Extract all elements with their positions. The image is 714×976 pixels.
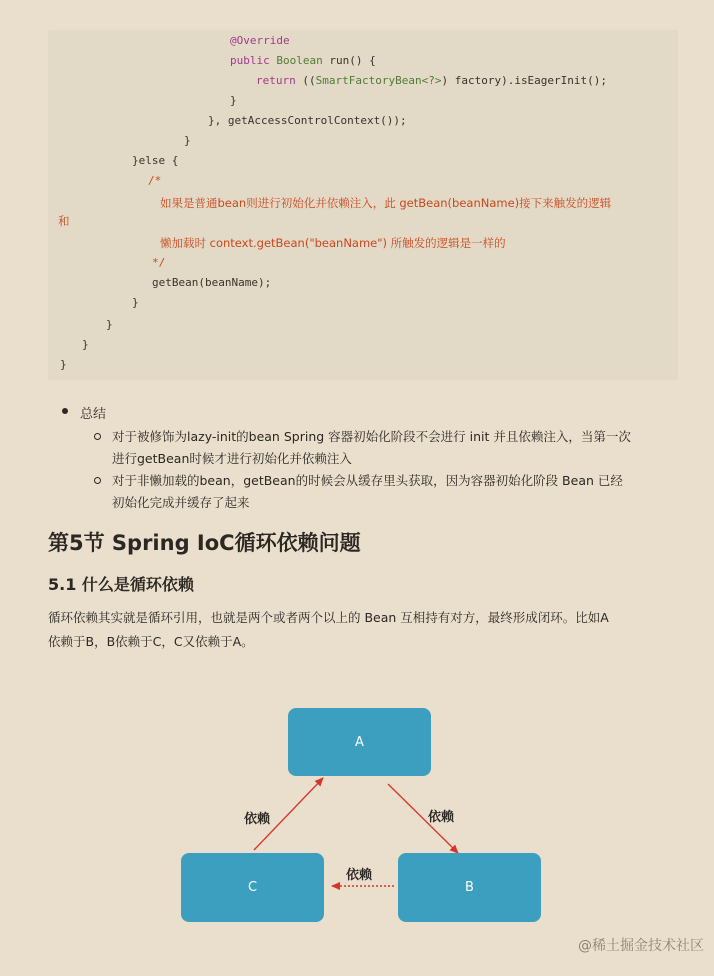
code-line: } bbox=[132, 296, 139, 309]
paragraph-line2: 依赖于B，B依赖于C，C又依赖于A。 bbox=[48, 634, 254, 649]
paragraph-line1: 循环依赖其实就是循环引用，也就是两个或者两个以上的 Bean 互相持有对方，最终形成闭环。比如A bbox=[48, 610, 609, 625]
code-line: } bbox=[82, 338, 89, 351]
code-line: }else { bbox=[132, 154, 179, 167]
watermark: @稀土掘金技术社区 bbox=[578, 938, 704, 954]
type-smartfactorybean: SmartFactoryBean<?> bbox=[315, 74, 442, 87]
summary-item-2-line2: 初始化完成并缓存了起来 bbox=[112, 495, 250, 510]
annotation-override: @Override bbox=[230, 34, 290, 47]
summary-item-1-line2: 进行getBean时候才进行初始化并依赖注入 bbox=[112, 451, 352, 466]
comment-line: 懒加载时 context.getBean("beanName") 所触发的逻辑是一样的 bbox=[160, 236, 506, 250]
return-mid: (( bbox=[295, 74, 316, 87]
code-line: } bbox=[60, 358, 67, 371]
type-boolean: Boolean bbox=[276, 54, 323, 67]
node-b: B bbox=[398, 853, 541, 922]
node-a: A bbox=[288, 708, 431, 776]
node-c: C bbox=[181, 853, 324, 922]
return-tail: ) factory).isEagerInit(); bbox=[441, 74, 608, 87]
section-title: 第5节 Spring IoC循环依赖问题 bbox=[48, 531, 361, 555]
summary-item-1-line1: 对于被修饰为lazy-init的bean Spring 容器初始化阶段不会进行 init 并且依赖注入，当第一次 bbox=[112, 429, 631, 444]
code-line: }, getAccessControlContext()); bbox=[208, 114, 407, 127]
edge-label-b-to-c: 依赖 bbox=[346, 868, 373, 883]
summary-label: 总结 bbox=[80, 407, 107, 422]
keyword-return: return bbox=[256, 74, 296, 87]
comment-line: 和 bbox=[58, 214, 70, 228]
code-line: } bbox=[106, 318, 113, 331]
code-line: } bbox=[230, 94, 237, 107]
edge-label-c-to-a: 依赖 bbox=[244, 812, 271, 827]
keyword-public: public bbox=[230, 54, 270, 67]
summary-item-2-line1: 对于非懒加载的bean，getBean的时候会从缓存里头获取，因为容器初始化阶段 Bean 已经 bbox=[112, 473, 623, 488]
comment-close: */ bbox=[152, 256, 166, 269]
code-line-getbean: getBean(beanName); bbox=[152, 276, 272, 289]
subsection-title: 5.1 什么是循环依赖 bbox=[48, 575, 194, 594]
comment-open: /* bbox=[148, 174, 162, 187]
comment-line: 如果是普通bean则进行初始化并依赖注入，此 getBean(beanName)接下来触发的逻辑 bbox=[160, 196, 612, 210]
code-line: } bbox=[184, 134, 191, 147]
run-signature: run() { bbox=[322, 54, 376, 67]
edge-label-a-to-b: 依赖 bbox=[428, 810, 455, 825]
